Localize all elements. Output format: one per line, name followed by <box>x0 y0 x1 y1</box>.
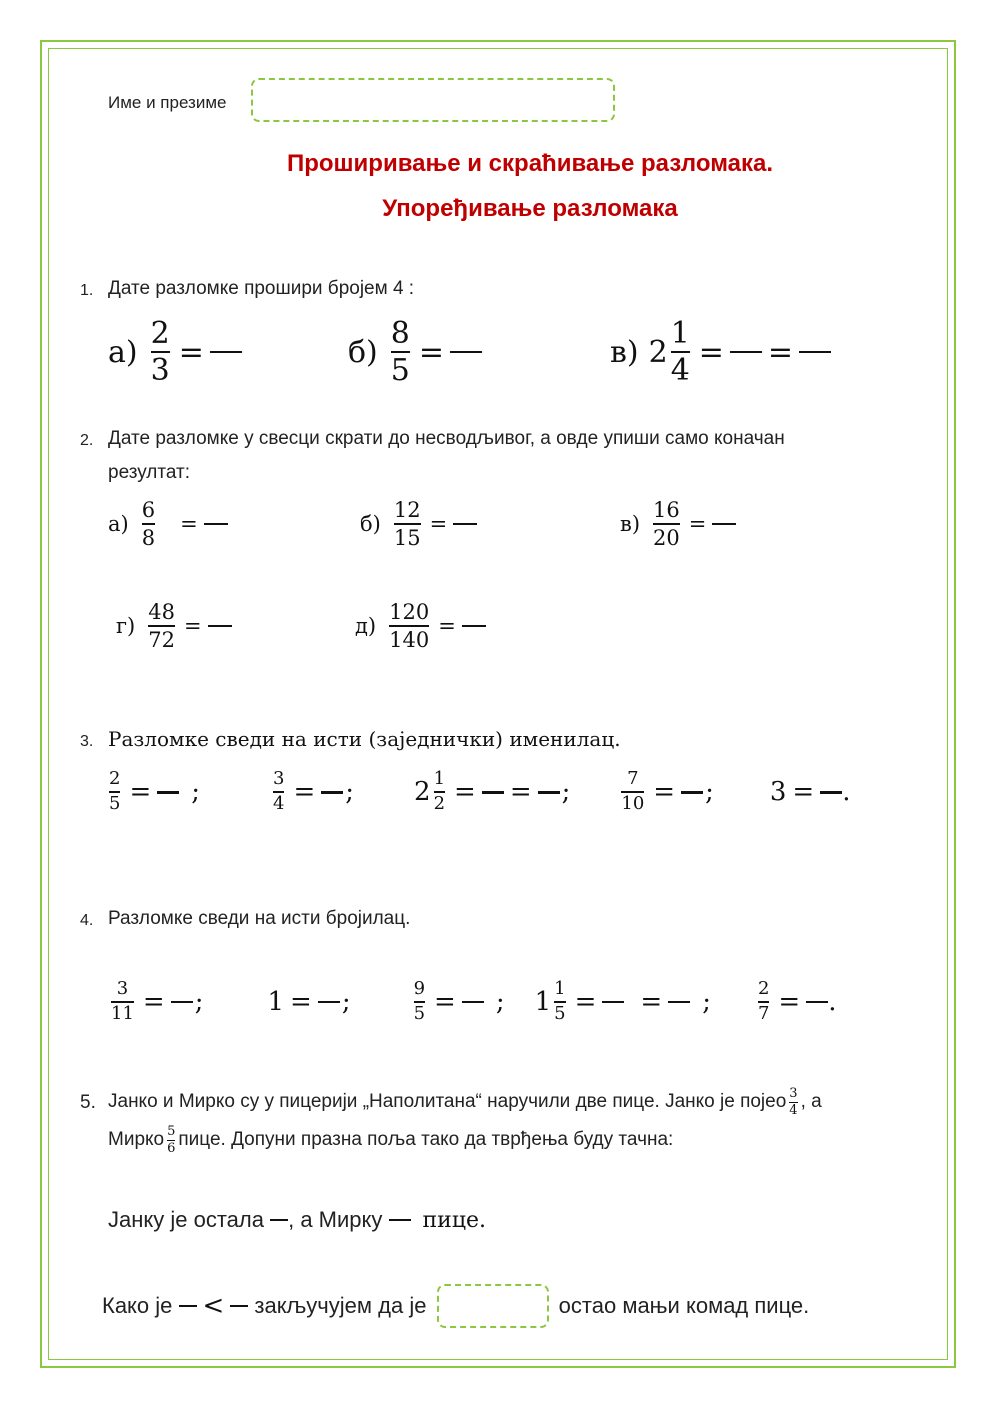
q2-b-den: 15 <box>393 526 421 550</box>
q1-c-answer-blank-2[interactable] <box>799 351 831 353</box>
equals-sign: = <box>438 614 456 638</box>
q2-c-label: в) <box>620 512 641 536</box>
semicolon: ; <box>341 987 351 1017</box>
q5-janko-fraction <box>789 1087 797 1117</box>
q5-line2-a: Како је <box>102 1293 179 1318</box>
equals-sign: = <box>698 334 724 370</box>
q1-a-num: 2 <box>150 315 170 351</box>
equals-sign: = <box>454 777 476 807</box>
q3-text: Разломке сведи на исти (заједнички) именилац. <box>108 727 621 751</box>
q1-text: Дате разломке прошири бројем 4 : <box>108 278 415 299</box>
q1-b-den: 5 <box>390 353 410 388</box>
q4-f4-whole: 1 <box>534 987 552 1017</box>
q2-a-answer-blank[interactable] <box>204 523 228 525</box>
q2-e-label: д) <box>355 614 377 638</box>
inner-border <box>48 48 948 1360</box>
q1-b-num: 8 <box>390 315 410 351</box>
q1-a-fraction <box>150 315 170 388</box>
q2-b-fraction <box>394 499 421 549</box>
q1-c-whole: 2 <box>648 334 668 370</box>
q2-d-num: 48 <box>148 599 175 624</box>
q2-c-den: 20 <box>653 526 680 550</box>
q3-number: 3. <box>80 733 94 750</box>
q5-mirko-remaining-blank[interactable] <box>389 1219 411 1221</box>
period: . <box>828 987 837 1017</box>
q2-text-line-2: резултат: <box>108 462 191 483</box>
q3-f2-den: 4 <box>273 793 285 814</box>
equals-sign: = <box>178 334 204 370</box>
q3-f4-num: 7 <box>627 768 639 790</box>
semicolon: ; <box>705 777 714 807</box>
equals-sign: = <box>653 777 676 807</box>
q1-c-answer-blank-1[interactable] <box>730 351 762 353</box>
q4-text: Разломке сведи на исти бројилац. <box>108 908 411 929</box>
q4-f4-den: 5 <box>554 1003 566 1024</box>
equals-sign: = <box>767 334 794 370</box>
q3-f5-whole: 3 <box>769 777 787 807</box>
q3-f2-num: 3 <box>273 768 285 790</box>
q2-item-b <box>360 492 477 556</box>
q1-c-num: 1 <box>670 315 690 351</box>
q3-f4-den: 10 <box>621 793 645 814</box>
q4-f1-num: 3 <box>116 978 129 1000</box>
q2-c-num: 16 <box>653 497 680 522</box>
q5-number: 5. <box>80 1092 96 1113</box>
q2-d-den: 72 <box>148 628 175 652</box>
q3-f5-answer-blank[interactable] <box>820 791 842 794</box>
q2-d-fraction <box>148 601 175 651</box>
q5-line1-b: , а Мирку <box>288 1207 389 1232</box>
q3-f3-whole: 2 <box>414 777 431 807</box>
q5-statement-2 <box>102 1286 809 1326</box>
q4-number: 4. <box>80 912 94 929</box>
q5-text-a: Јанко и Мирко су у пицерији „Наполитана“ наручили две пице. Јанко је појео <box>108 1091 787 1112</box>
q3-f1-den: 5 <box>109 793 121 814</box>
equals-sign: = <box>290 987 312 1017</box>
q5-line2-c: остао мањи комад пице. <box>552 1293 810 1318</box>
equals-sign: = <box>778 987 801 1017</box>
q5-janko-num: 3 <box>789 1085 798 1101</box>
equals-sign: = <box>574 987 597 1017</box>
equals-sign: = <box>293 777 316 807</box>
q2-d-answer-blank[interactable] <box>208 625 232 627</box>
equals-sign: = <box>640 987 663 1017</box>
q5-line1-c: пице. <box>422 1207 487 1233</box>
q2-item-a <box>108 492 228 556</box>
q1-c-label: в) <box>610 334 639 370</box>
q1-item-a <box>108 312 242 392</box>
name-input-field[interactable] <box>251 78 615 122</box>
q1-a-den: 3 <box>150 353 170 388</box>
q2-b-label: б) <box>360 512 381 536</box>
equals-sign: = <box>792 777 815 807</box>
q2-item-e <box>355 594 486 658</box>
q2-a-num: 6 <box>141 497 156 522</box>
q3-f4-answer-blank[interactable] <box>681 791 703 794</box>
title-line-1: Проширивање и скраћивање разломака. <box>286 150 774 177</box>
less-than-sign: < <box>202 1291 225 1321</box>
equals-sign: = <box>180 512 198 536</box>
q4-row <box>108 970 836 1034</box>
q5-statement-1 <box>108 1200 486 1240</box>
q5-compare-left-blank[interactable] <box>179 1305 197 1307</box>
q1-number: 1. <box>80 282 94 299</box>
equals-sign: = <box>142 987 165 1017</box>
semicolon: ; <box>194 987 204 1017</box>
q1-c-den: 4 <box>670 353 690 388</box>
q2-text-line-1: Дате разломке у свесци скрати до несводљивог, а овде упиши само коначан <box>108 428 785 449</box>
q4-f5-num: 2 <box>757 978 770 1000</box>
q2-item-d <box>116 594 232 658</box>
q2-a-den: 8 <box>141 526 156 550</box>
title-line-2: Упоређивање разломака <box>382 195 678 222</box>
q3-row <box>106 760 850 824</box>
equals-sign: = <box>429 512 448 536</box>
q1-c-fraction <box>670 315 690 388</box>
q3-f2 <box>273 770 284 814</box>
q4-f4-answer-blank-2[interactable] <box>668 1001 690 1003</box>
q1-b-fraction <box>390 315 410 388</box>
q4-f5 <box>758 980 769 1024</box>
name-label: Име и презиме <box>108 93 227 112</box>
q5-text-d: пице. Допуни празна поља тако да тврђења буду тачна: <box>178 1129 674 1150</box>
q4-f2-answer-blank[interactable] <box>318 1001 340 1003</box>
equals-sign: = <box>434 987 456 1017</box>
q2-e-den: 140 <box>389 628 430 652</box>
q1-b-label: б) <box>348 334 378 370</box>
q1-b-answer-blank[interactable] <box>450 351 482 353</box>
q4-f1-den: 11 <box>111 1003 134 1024</box>
q5-line2-b: закључујем да је <box>248 1293 433 1318</box>
q3-f3-answer-blank-2[interactable] <box>538 791 560 794</box>
q4-f3-num: 9 <box>413 978 426 1000</box>
q3-f1 <box>109 770 120 814</box>
q3-f4 <box>621 770 644 814</box>
q5-mirko-num: 5 <box>167 1123 176 1139</box>
q2-number: 2. <box>80 432 94 449</box>
q4-f3 <box>414 980 425 1024</box>
q4-f5-den: 7 <box>757 1003 770 1024</box>
q2-a-fraction <box>142 499 155 549</box>
q4-f1 <box>111 980 134 1024</box>
q3-f3 <box>434 770 445 814</box>
q2-b-answer-blank[interactable] <box>453 523 477 525</box>
q2-c-fraction <box>653 499 680 549</box>
q2-d-label: г) <box>116 614 136 638</box>
q3-f1-num: 2 <box>109 768 121 790</box>
q3-f1-answer-blank[interactable] <box>157 791 179 794</box>
q5-compare-right-blank[interactable] <box>230 1305 248 1307</box>
q4-f2-whole: 1 <box>267 987 285 1017</box>
q5-answer-field[interactable] <box>437 1284 549 1328</box>
q4-f3-answer-blank[interactable] <box>462 1001 484 1003</box>
equals-sign: = <box>418 334 444 370</box>
q3-f3-den: 2 <box>433 793 446 814</box>
equals-sign: = <box>129 777 152 807</box>
q4-f3-den: 5 <box>413 1003 426 1024</box>
q4-f5-answer-blank[interactable] <box>806 1001 828 1003</box>
q5-janko-remaining-blank[interactable] <box>270 1219 288 1221</box>
period: . <box>842 777 851 807</box>
q4-f1-answer-blank[interactable] <box>171 1001 193 1003</box>
q5-text-c: Мирко <box>108 1129 165 1150</box>
q2-a-label: а) <box>108 512 129 536</box>
semicolon: ; <box>495 987 505 1017</box>
q2-e-answer-blank[interactable] <box>462 625 486 627</box>
q5-mirko-fraction <box>167 1125 175 1155</box>
q1-a-answer-blank[interactable] <box>210 351 242 353</box>
equals-sign: = <box>688 512 707 536</box>
q1-item-b <box>348 312 482 392</box>
q1-a-label: а) <box>108 334 138 370</box>
semicolon: ; <box>702 987 711 1017</box>
q3-f3-answer-blank-1[interactable] <box>482 791 504 794</box>
q5-janko-den: 4 <box>789 1102 798 1118</box>
semicolon: ; <box>191 777 201 807</box>
q2-e-num: 120 <box>389 599 430 624</box>
q5-mirko-den: 6 <box>167 1140 176 1156</box>
q2-c-answer-blank[interactable] <box>712 523 736 525</box>
q2-b-num: 12 <box>393 497 421 522</box>
q4-f4-num: 1 <box>554 978 566 1000</box>
q5-text-line-2 <box>108 1118 673 1162</box>
q2-item-c <box>620 492 736 556</box>
semicolon: ; <box>345 777 355 807</box>
equals-sign: = <box>183 614 202 638</box>
q4-f4 <box>554 980 565 1024</box>
q3-f3-num: 1 <box>433 768 446 790</box>
q3-f2-answer-blank[interactable] <box>321 791 343 794</box>
semicolon: ; <box>561 777 571 807</box>
q1-item-c <box>610 312 831 392</box>
q5-line1-a: Јанку је остала <box>108 1207 271 1232</box>
equals-sign: = <box>509 777 532 807</box>
q2-e-fraction <box>389 601 429 651</box>
q5-text-b: , а <box>800 1091 822 1112</box>
q4-f4-answer-blank-1[interactable] <box>602 1001 624 1003</box>
